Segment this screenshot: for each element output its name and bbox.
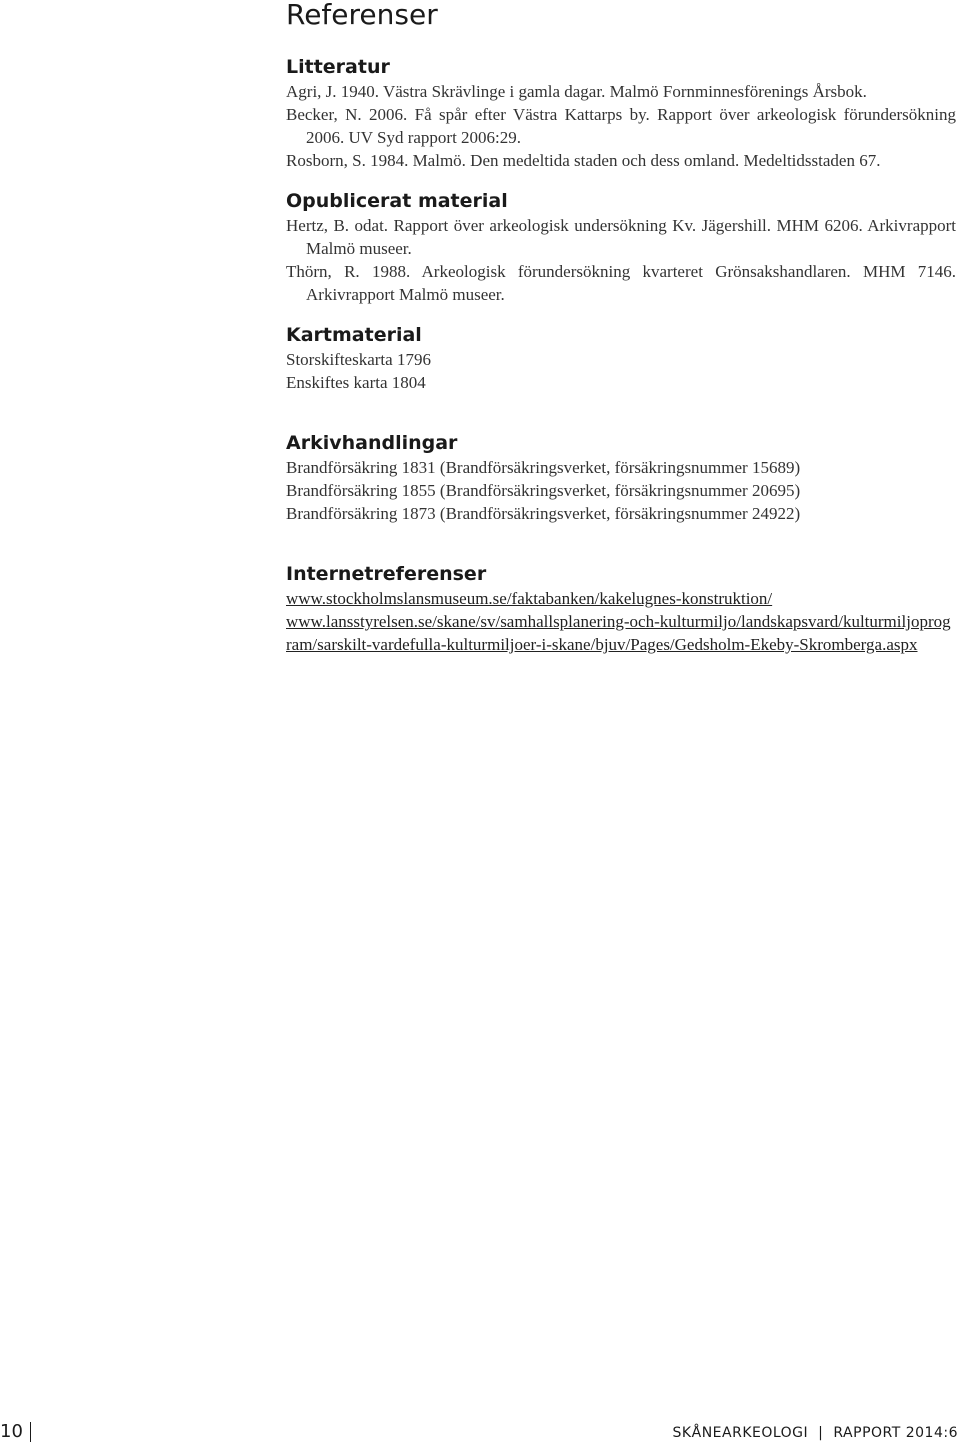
- footer-divider: [30, 1422, 31, 1442]
- page-title: Referenser: [286, 0, 438, 31]
- litteratur-list: [286, 80, 956, 172]
- reference-entry: Hertz, B. odat. Rapport över arkeologisk undersökning Kv. Jägershill. MHM 6206. Arkivrapport Malmö museer.: [286, 216, 956, 258]
- references-content: [286, 54, 956, 656]
- page-number: 10: [0, 1421, 23, 1442]
- internet-link[interactable]: www.stockholmslansmuseum.se/faktabanken/kakelugnes-konstruktion/: [286, 589, 773, 608]
- section-heading-kartmaterial: Kartmaterial: [286, 324, 422, 346]
- archive-entry: Brandförsäkring 1831 (Brandförsäkringsverket, försäkringsnummer 15689): [286, 458, 801, 477]
- section-heading-arkivhandlingar: Arkivhandlingar: [286, 432, 458, 454]
- reference-entry: Thörn, R. 1988. Arkeologisk förundersökning kvarteret Grönsakshandlaren. MHM 7146. Arkivrapport Malmö museer.: [286, 262, 956, 304]
- publication-name: SKÅNEARKEOLOGI: [672, 1425, 809, 1441]
- section-heading-internet: Internetreferenser: [286, 563, 487, 585]
- page-footer: [0, 1422, 960, 1442]
- section-heading-opublicerat: Opublicerat material: [286, 190, 508, 212]
- section-heading-litteratur: Litteratur: [286, 56, 390, 78]
- map-entry: Storskifteskarta 1796: [286, 350, 431, 369]
- opublicerat-list: [286, 214, 956, 306]
- map-entry: Enskiftes karta 1804: [286, 373, 426, 392]
- running-footer: [673, 1424, 958, 1442]
- footer-separator: |: [818, 1425, 824, 1441]
- reference-entry: Becker, N. 2006. Få spår efter Västra Kattarps by. Rapport över arkeologisk förundersökning 2006. UV Syd rapport 2006:29.: [286, 105, 956, 147]
- reference-entry: Rosborn, S. 1984. Malmö. Den medeltida staden och dess omland. Medeltidsstaden 67.: [286, 151, 881, 170]
- report-number: RAPPORT 2014:6: [833, 1425, 958, 1441]
- reference-entry: Agri, J. 1940. Västra Skrävlinge i gamla dagar. Malmö Fornminnesförenings Årsbok.: [286, 82, 867, 101]
- archive-entry: Brandförsäkring 1873 (Brandförsäkringsverket, försäkringsnummer 24922): [286, 504, 801, 523]
- archive-entry: Brandförsäkring 1855 (Brandförsäkringsverket, försäkringsnummer 20695): [286, 481, 801, 500]
- internet-link[interactable]: www.lansstyrelsen.se/skane/sv/samhallsplanering-och-kulturmiljo/landskapsvard/kulturmiljoprogram/sarskilt-vardefulla-kulturmiljoer-i-skane/bjuv/Pages/Gedsholm-Ekeby-Skromberga.aspx: [286, 612, 951, 654]
